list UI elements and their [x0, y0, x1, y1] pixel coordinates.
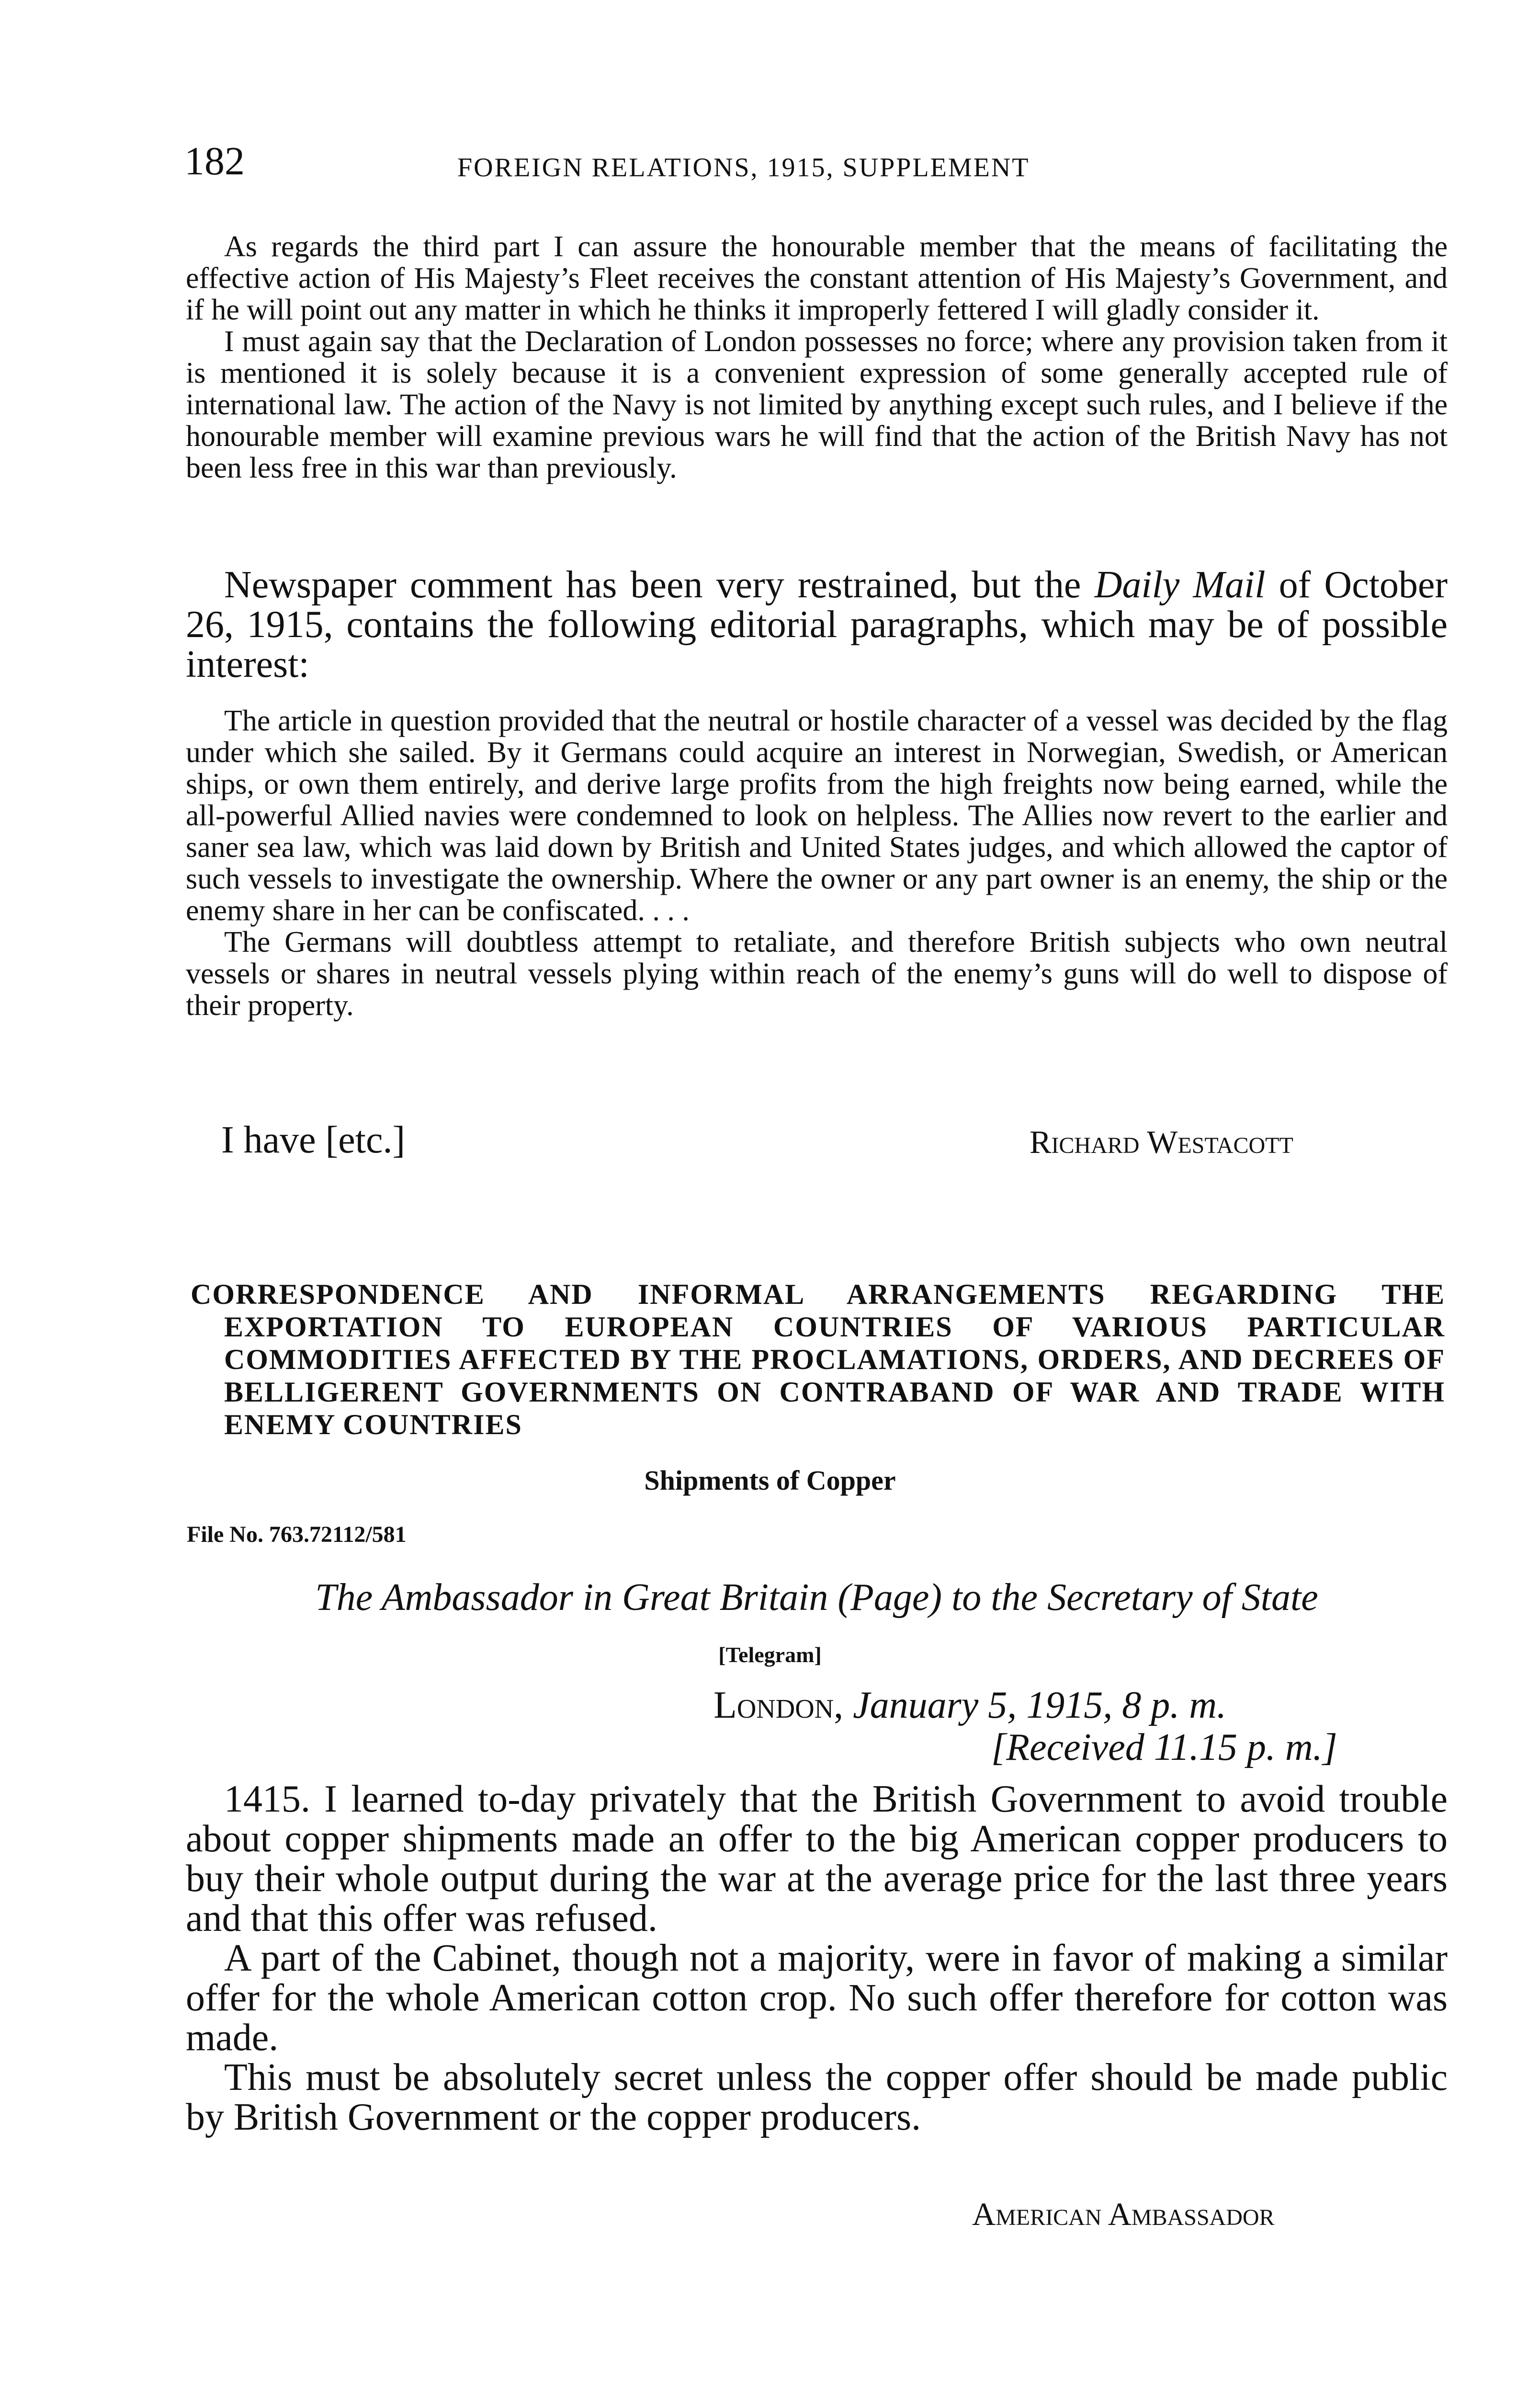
running-title: FOREIGN RELATIONS, 1915, SUPPLEMENT — [457, 153, 1030, 182]
dateline — [713, 1686, 1226, 1724]
signature: Richard Westacott — [1030, 1124, 1293, 1160]
newspaper-name: Daily Mail — [1094, 564, 1266, 606]
received-time: [Received 11.15 p. m.] — [991, 1726, 1337, 1768]
subheading: Shipments of Copper — [644, 1465, 896, 1496]
telegram-body — [186, 1779, 1448, 2137]
telegram-label: [Telegram] — [718, 1642, 822, 1667]
telegram-paragraph: A part of the Cabinet, though not a majority, were in favor of making a similar offer for the whole American cotton crop. No such offer therefore for cotton was made. — [186, 1937, 1448, 2059]
quote-paragraph: I must again say that the Declaration of London possesses no force; where any provision taken from it is mentioned it is solely because it is a convenient expression of some generally accepted rule of international law. The action of the Navy is not limited by anything except such rules, and I believe if the honourable member will examine previous wars he will find that the action of the British Navy has not been less free in this war than previously. — [186, 325, 1448, 484]
quote-paragraph: The Germans will doubtless attempt to retaliate, and therefore British subjects who own neutral vessels or shares in neutral vessels plying within reach of the enemy’s guns will do well to dispose of their property. — [186, 926, 1448, 1022]
closing-salutation: I have [etc.] — [221, 1119, 406, 1161]
telegram-paragraph: 1415. I learned to-day privately that the British Government to avoid trouble about copper shipments made an offer to the big American copper producers to buy their whole output during the war at the average price for the last three years and that this offer was refused. — [186, 1778, 1448, 1939]
telegram-paragraph: This must be absolutely secret unless the copper offer should be made public by British Government or the copper producers. — [186, 2056, 1448, 2138]
ambassador-signature: American Ambassador — [972, 2196, 1275, 2232]
quote-paragraph: The article in question provided that the neutral or hostile character of a vessel was decided by the flag under which she sailed. By it Germans could acquire an interest in Norwegian, Swedish, or American ships, or own them entirely, and derive large profits from the high freights now being earned, while the all-powerful Allied navies were condemned to look on helpless. The Allies now revert to the earlier and saner sea law, which was laid down by British and United States judges, and which allowed the captor of such vessels to investigate the ownership. Where the owner or any part owner is an enemy, the ship or the enemy share in her can be confiscated. . . . — [186, 705, 1448, 927]
quoted-statement — [186, 231, 1448, 484]
section-heading: CORRESPONDENCE AND INFORMAL ARRANGEMENTS REGARDING THE EXPORTATION TO EUROPEAN COUNTRIES OF VARIOUS PARTICULAR COMMODITIES AFFECTED BY THE PROCLAMATIONS, ORDERS, AND DECREES OF BELLIGERENT GOVERNMENTS ON CONTRABAND OF WAR AND TRADE WITH ENEMY COUNTRIES — [191, 1278, 1445, 1440]
body-text: of October 26, 1915, contains the following editorial paragraphs, which may be of possible interest: — [186, 564, 1448, 685]
dateline-place: London, — [713, 1684, 844, 1726]
body-paragraph — [186, 565, 1448, 684]
document-title: The Ambassador in Great Britain (Page) to the Secretary of State — [315, 1576, 1318, 1619]
page-number: 182 — [184, 139, 245, 183]
body-text: Newspaper comment has been very restrained, but the — [224, 564, 1095, 606]
file-number: File No. 763.72112/581 — [187, 1522, 407, 1547]
quoted-editorial — [186, 705, 1448, 1021]
dateline-date: January 5, 1915, 8 p. m. — [853, 1684, 1226, 1726]
quote-paragraph: As regards the third part I can assure the honourable member that the means of facilitating the effective action of His Majesty’s Fleet receives the constant attention of His Majesty’s Government, and if he will point out any matter in which he thinks it improperly fettered I will gladly consider it. — [186, 230, 1448, 326]
